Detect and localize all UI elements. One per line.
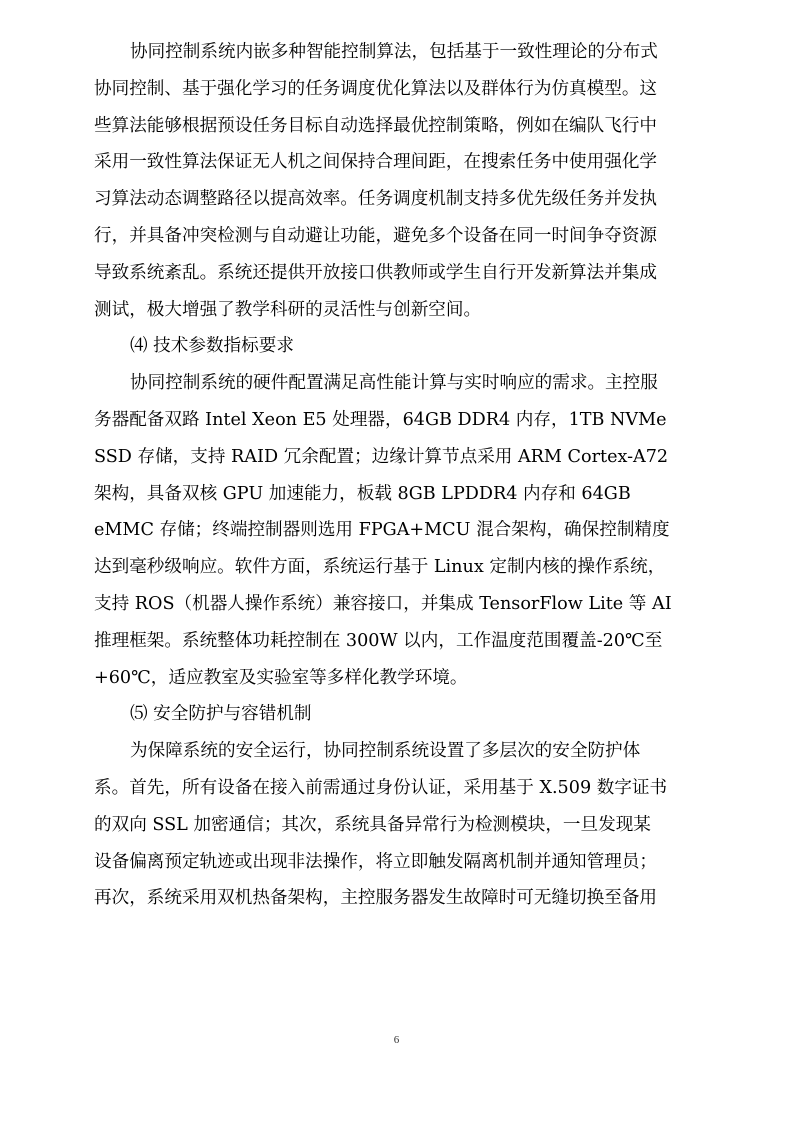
paragraph-line: SSD 存储，支持 RAID 冗余配置；边缘计算节点采用 ARM Cortex-A72 bbox=[94, 446, 669, 467]
paragraph-line: 系。首先，所有设备在接入前需通过身份认证，采用基于 X.509 数字证书 bbox=[94, 777, 668, 798]
paragraph-line: 务器配备双路 Intel Xeon E5 处理器，64GB DDR4 内存，1TB NVMe bbox=[94, 409, 667, 430]
paragraph-line: eMMC 存储；终端控制器则选用 FPGA+MCU 混合架构，确保控制精度 bbox=[94, 520, 670, 541]
section-heading: ⑷ 技术参数指标要求 bbox=[130, 336, 294, 357]
paragraph-line: 支持 ROS（机器人操作系统）兼容接口，并集成 TensorFlow Lite 等 AI bbox=[94, 593, 672, 614]
paragraph-line: 达到毫秒级响应。软件方面，系统运行基于 Linux 定制内核的操作系统， bbox=[94, 557, 666, 578]
paragraph-line: 设备偏离预定轨迹或出现非法操作，将立即触发隔离机制并通知管理员； bbox=[94, 851, 658, 872]
section-heading: ⑸ 安全防护与容错机制 bbox=[130, 704, 312, 725]
paragraph-line: 些算法能够根据预设任务目标自动选择最优控制策略，例如在编队飞行中 bbox=[94, 115, 658, 136]
paragraph-line: 再次，系统采用双机热备架构，主控服务器发生故障时可无缝切换至备用 bbox=[94, 888, 658, 909]
paragraph-line: 采用一致性算法保证无人机之间保持合理间距，在搜索任务中使用强化学 bbox=[94, 152, 658, 173]
body-text bbox=[94, 34, 700, 917]
paragraph-line: 习算法动态调整路径以提高效率。任务调度机制支持多优先级任务并发执 bbox=[94, 189, 658, 210]
paragraph-line: 协同控制、基于强化学习的任务调度优化算法以及群体行为仿真模型。这 bbox=[94, 78, 658, 99]
paragraph-line: 推理框架。系统整体功耗控制在 300W 以内，工作温度范围覆盖-20℃至 bbox=[94, 630, 663, 651]
paragraph-line: 协同控制系统的硬件配置满足高性能计算与实时响应的需求。主控服 bbox=[130, 373, 658, 394]
paragraph-line: 为保障系统的安全运行，协同控制系统设置了多层次的安全防护体 bbox=[130, 741, 641, 762]
page-number: 6 bbox=[393, 1034, 400, 1046]
paragraph-line: 行，并具备冲突检测与自动避让功能，避免多个设备在同一时间争夺资源 bbox=[94, 225, 658, 246]
paragraph-line: 架构，具备双核 GPU 加速能力，板载 8GB LPDDR4 内存和 64GB bbox=[94, 483, 631, 504]
paragraph-line: 测试，极大增强了教学科研的灵活性与创新空间。 bbox=[94, 299, 482, 320]
paragraph-line: 导致系统紊乱。系统还提供开放接口供教师或学生自行开发新算法并集成 bbox=[94, 262, 658, 283]
paragraph-line: +60℃，适应教室及实验室等多样化教学环境。 bbox=[94, 667, 468, 688]
paragraph-line: 的双向 SSL 加密通信；其次，系统具备异常行为检测模块，一旦发现某 bbox=[94, 814, 651, 835]
paragraph-line: 协同控制系统内嵌多种智能控制算法，包括基于一致性理论的分布式 bbox=[130, 42, 658, 62]
